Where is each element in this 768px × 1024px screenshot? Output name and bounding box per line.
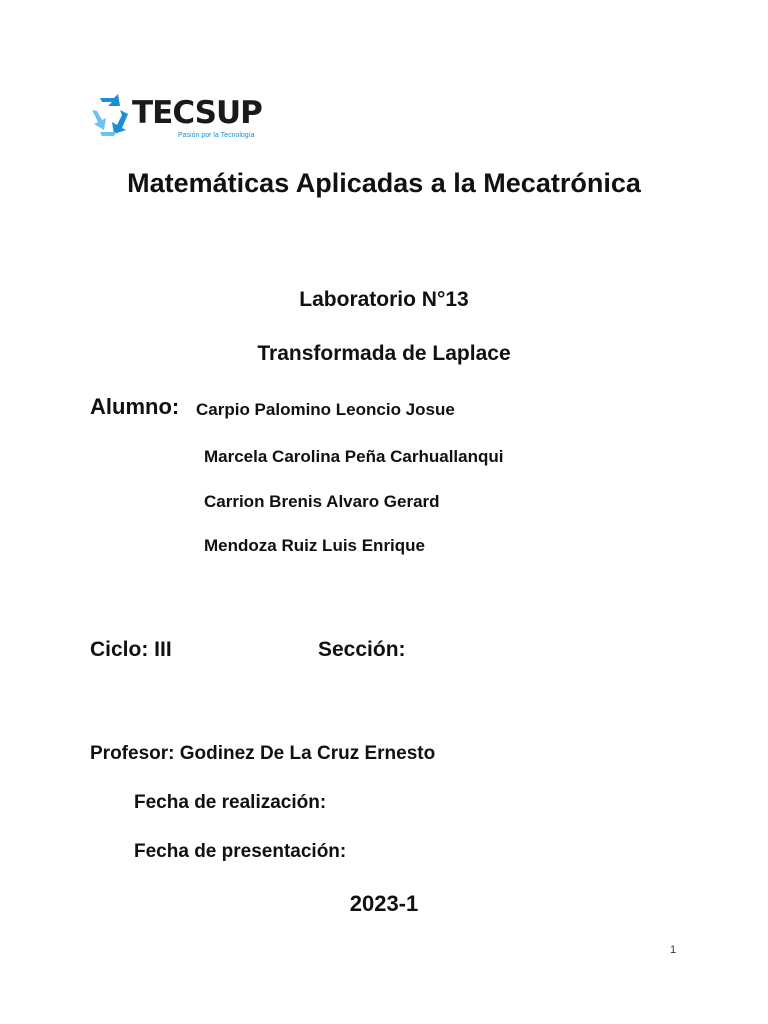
tecsup-logo (90, 94, 270, 144)
student-name: Mendoza Ruiz Luis Enrique (204, 536, 426, 555)
page-number: 1 (670, 944, 677, 956)
student-name: Carrion Brenis Alvaro Gerard (204, 492, 440, 511)
student-name: Carpio Palomino Leoncio Josue (196, 400, 455, 419)
date-done-field: Fecha de realización: (134, 792, 327, 813)
students-label: Alumno: (90, 394, 180, 419)
recycle-arrows-icon (90, 94, 130, 138)
lab-number: Laboratorio N°13 (299, 288, 469, 311)
cycle-field: Ciclo: III (90, 638, 172, 661)
logo-tagline: Pasión por la Tecnología (178, 132, 255, 139)
academic-year: 2023-1 (349, 891, 419, 916)
course-title: Matemáticas Aplicadas a la Mecatrónica (127, 168, 641, 198)
section-field: Sección: (318, 638, 406, 661)
teacher-field: Profesor: Godinez De La Cruz Ernesto (90, 743, 436, 764)
date-present-field: Fecha de presentación: (134, 841, 347, 862)
logo-wordmark: TECSUP (132, 95, 262, 131)
student-name: Marcela Carolina Peña Carhuallanqui (204, 447, 504, 466)
lab-topic: Transformada de Laplace (257, 342, 511, 365)
